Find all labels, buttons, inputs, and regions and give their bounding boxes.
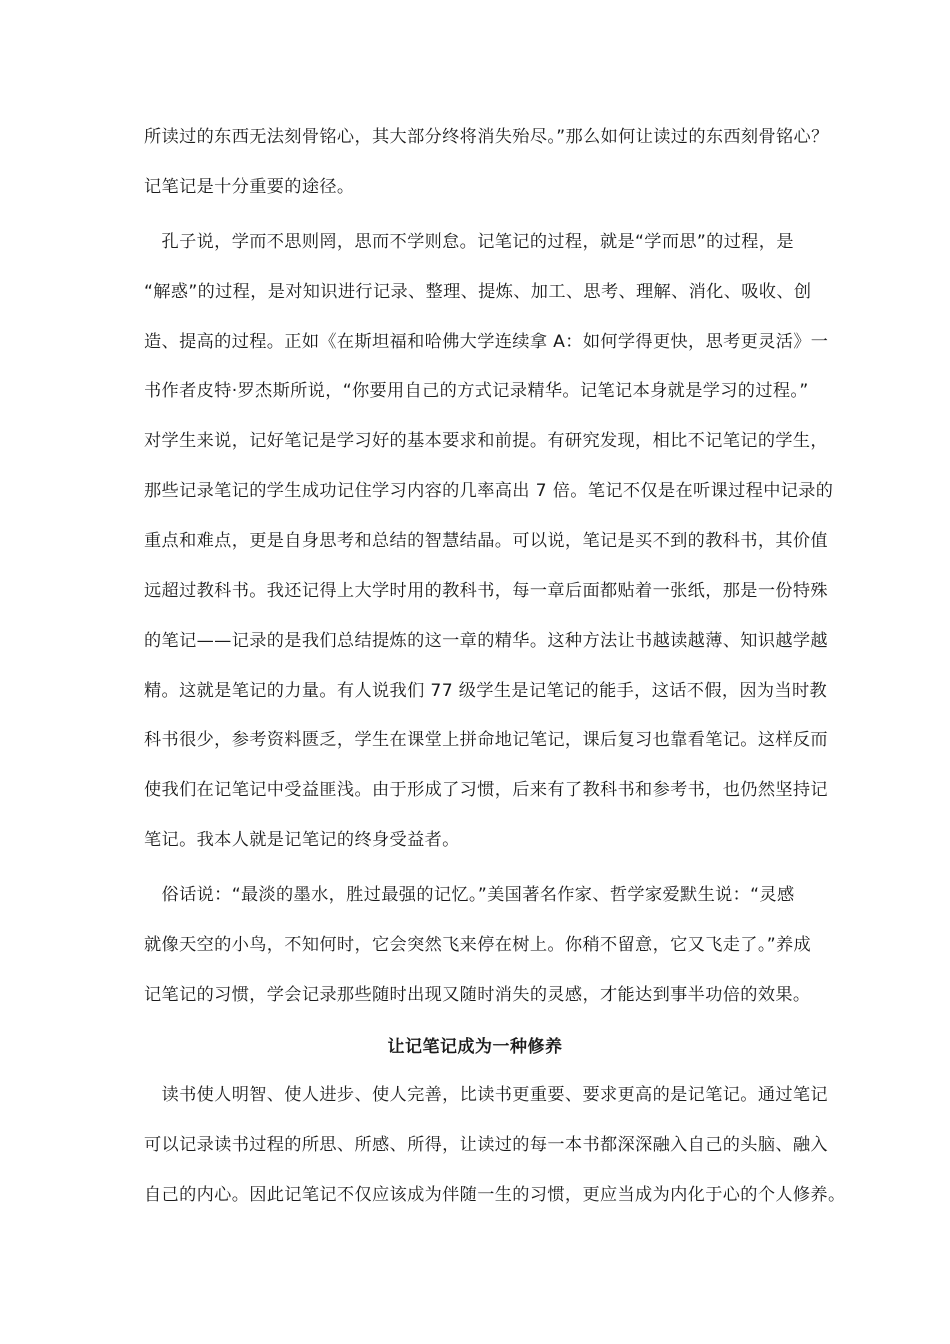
text-line: 重点和难点，更是自身思考和总结的智慧结晶。可以说，笔记是买不到的教科书，其价值 <box>144 531 828 551</box>
text-line: 读书使人明智、使人进步、使人完善，比读书更重要、要求更高的是记笔记。通过笔记 <box>144 1085 828 1105</box>
section-heading: 让记笔记成为一种修养 <box>387 1037 563 1057</box>
text-line: 可以记录读书过程的所思、所感、所得，让读过的每一本书都深深融入自己的头脑、融入 <box>144 1135 828 1155</box>
text-line: 孔子说，学而不思则罔，思而不学则怠。记笔记的过程，就是“学而思”的过程，是 <box>144 232 794 252</box>
text-line: 对学生来说，记好笔记是学习好的基本要求和前提。有研究发现，相比不记笔记的学生， <box>144 431 828 451</box>
text-line: 所读过的东西无法刻骨铭心，其大部分终将消失殆尽。”那么如何让读过的东西刻骨铭心？ <box>144 127 829 147</box>
text-line: 精。这就是笔记的力量。有人说我们 77 级学生是记笔记的能手，这话不假，因为当时教 <box>144 681 828 701</box>
text-line: 使我们在记笔记中受益匪浅。由于形成了习惯，后来有了教科书和参考书，也仍然坚持记 <box>144 780 828 800</box>
text-line: 造、提高的过程。正如《在斯坦福和哈佛大学连续拿 A：如何学得更快，思考更灵活》一 <box>144 332 829 352</box>
text-line: 俗话说：“最淡的墨水，胜过最强的记忆。”美国著名作家、哲学家爱默生说：“灵感 <box>144 885 795 905</box>
text-line: 远超过教科书。我还记得上大学时用的教科书，每一章后面都贴着一张纸，那是一份特殊 <box>144 581 828 601</box>
text-line: 记笔记的习惯，学会记录那些随时出现又随时消失的灵感，才能达到事半功倍的效果。 <box>144 985 811 1005</box>
text-line: 的笔记——记录的是我们总结提炼的这一章的精华。这种方法让书越读越薄、知识越学越 <box>144 631 828 651</box>
text-line: 科书很少，参考资料匮乏，学生在课堂上拼命地记笔记，课后复习也靠看笔记。这样反而 <box>144 730 828 750</box>
text-line: 那些记录笔记的学生成功记住学习内容的几率高出 7 倍。笔记不仅是在听课过程中记录的 <box>144 481 834 501</box>
text-line: 自己的内心。因此记笔记不仅应该成为伴随一生的习惯，更应当成为内化于心的个人修养。 <box>144 1185 846 1205</box>
text-line: 书作者皮特·罗杰斯所说，“你要用自己的方式记录精华。记笔记本身就是学习的过程。” <box>144 381 809 401</box>
text-line: “解惑”的过程，是对知识进行记录、整理、提炼、加工、思考、理解、消化、吸收、创 <box>144 282 812 302</box>
text-line: 笔记。我本人就是记笔记的终身受益者。 <box>144 830 460 850</box>
text-line: 就像天空的小鸟，不知何时，它会突然飞来停在树上。你稍不留意，它又飞走了。”养成 <box>144 935 812 955</box>
text-line: 记笔记是十分重要的途径。 <box>144 177 355 197</box>
